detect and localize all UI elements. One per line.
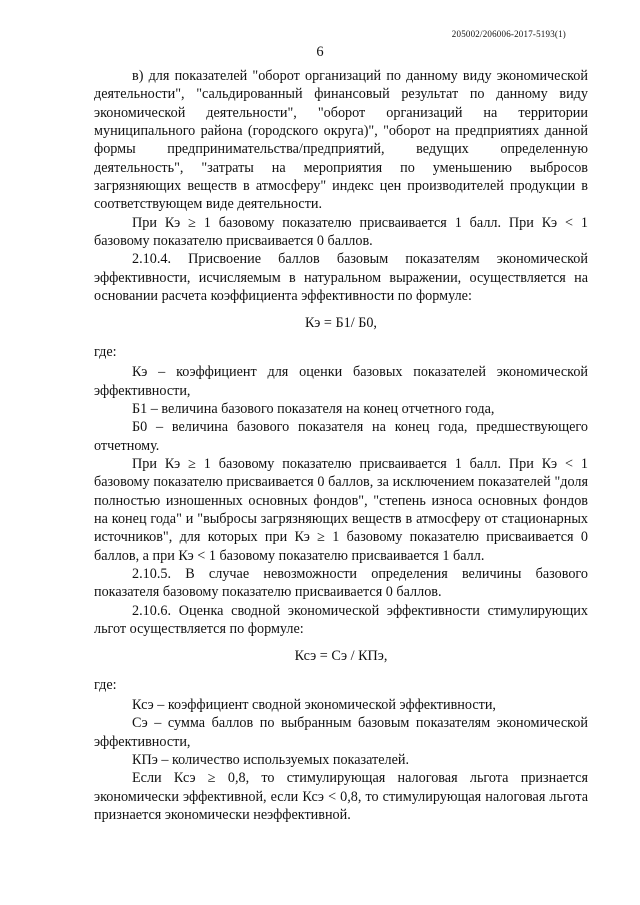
- where-label-2: где:: [94, 676, 117, 693]
- paragraph-2-10-4: 2.10.4. Присвоение баллов базовым показателям экономической эффективности, исчисляемым в натуральном выражении, осуществляется на основании расчета коэффициента эффективности по формуле:: [94, 251, 588, 305]
- definition-kpe: КПэ – количество используемых показателей.: [132, 752, 410, 769]
- paragraph-final: Если Ксэ ≥ 0,8, то стимулирующая налоговая льгота признается экономически эффективной, если Ксэ < 0,8, то стимулирующая налоговая льгота признается экономически неэффективной.: [94, 770, 588, 824]
- paragraph-2-10-5: 2.10.5. В случае невозможности определения величины базового показателя базовому показателю присваивается 0 баллов.: [94, 565, 588, 601]
- page-number: 6: [316, 44, 324, 60]
- document-body: [94, 67, 588, 824]
- definition-b1: Б1 – величина базового показателя на конец отчетного года,: [132, 400, 495, 417]
- definition-kse: Ксэ – коэффициент сводной экономической эффективности,: [132, 697, 496, 713]
- definition-ke: Кэ – коэффициент для оценки базовых показателей экономической эффективности,: [94, 364, 588, 399]
- formula-kse: Ксэ = Сэ / КПэ,: [294, 648, 388, 665]
- formula-ke: Кэ = Б1/ Б0,: [305, 315, 377, 332]
- where-label-1: где:: [94, 343, 117, 360]
- paragraph-2-10-6: 2.10.6. Оценка сводной экономической эффективности стимулирующих льгот осуществляется по формуле:: [94, 602, 588, 637]
- document-id: 205002/206006-2017-5193(1): [451, 29, 566, 39]
- paragraph-ke-rule-2: При Кэ ≥ 1 базовому показателю присваивается 1 балл. При Кэ < 1 базовому показателю присваивается 0 баллов, за исключением показателей "доля полностью изношенных основных фондов", "степень износа основных фондов на конец года" и "выбросы загрязняющих веществ в атмосферу от стационарных источников", для которых при Кэ ≥ 1 базовому показателю присваивается 0 баллов, а при Кэ < 1 базовому показателю присваивается 1 балл.: [94, 455, 588, 564]
- definition-se: Сэ – сумма баллов по выбранным базовым показателям экономической эффективности,: [94, 715, 588, 750]
- paragraph-ke-rule-1: При Кэ ≥ 1 базовому показателю присваивается 1 балл. При Кэ < 1 базовому показателю присваивается 0 баллов.: [94, 214, 588, 250]
- definition-b0: Б0 – величина базового показателя на конец года, предшествующего отчетному.: [94, 419, 588, 454]
- paragraph-v: в) для показателей "оборот организаций по данному виду экономической деятельности", "сальдированный финансовый результат по данному виду экономической деятельности", "оборот организаций на территории муниципального района (городского округа)", "оборот на предприятиях данной формы предпринимательства/предприятий, ведущих определенную деятельность", "затраты на мероприятия по уменьшению выбросов загрязняющих веществ в атмосферу" индекс цен производителей продукции в соответствующем виде деятельности.: [94, 68, 588, 213]
